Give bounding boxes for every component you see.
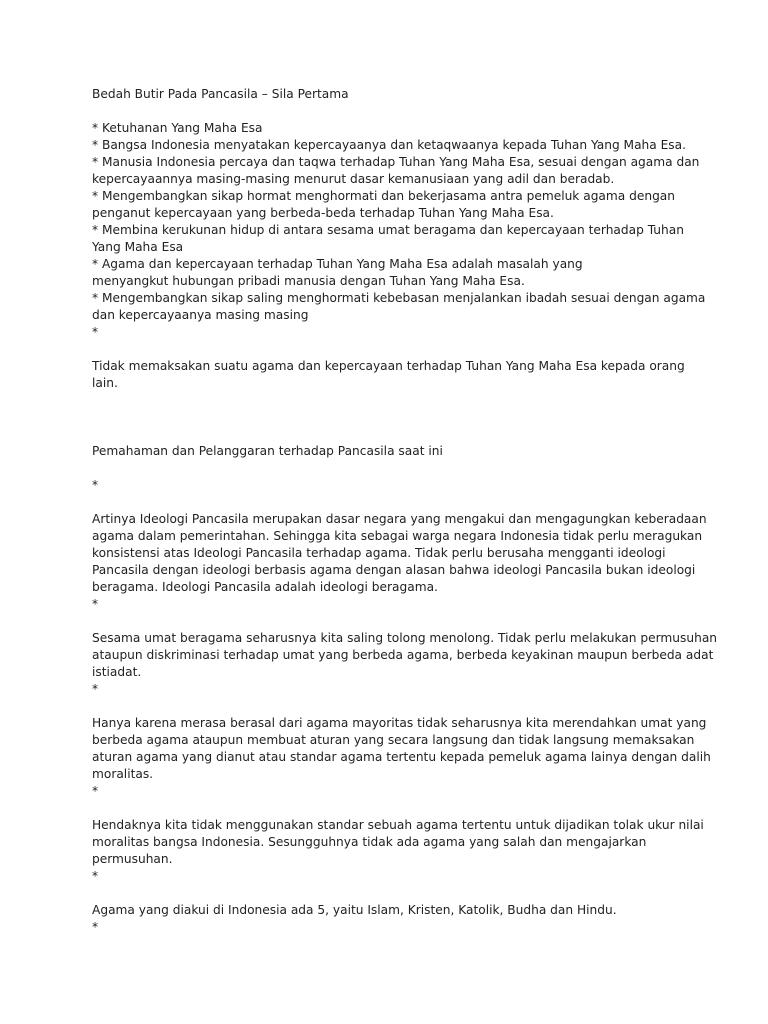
paragraph-line: Pancasila dengan ideologi berbasis agama dengan alasan bahwa ideologi Pancasila bukan ideologi xyxy=(92,563,696,577)
paragraph-tidak-memaksakan xyxy=(92,358,685,392)
list-bullet: * xyxy=(92,478,99,492)
document-title: Bedah Butir Pada Pancasila – Sila Pertama xyxy=(92,87,349,101)
spacer xyxy=(92,341,682,358)
section-heading: Pemahaman dan Pelanggaran terhadap Pancasila saat ini xyxy=(92,444,443,458)
spacer xyxy=(92,426,682,443)
list-item-continuation: dan kepercayaanya masing masing xyxy=(92,308,309,322)
paragraph-line: Artinya Ideologi Pancasila merupakan dasar negara yang mengakui dan mengagungkan keberadaan xyxy=(92,512,707,526)
spacer xyxy=(92,613,682,630)
paragraph-line: Hendaknya kita tidak menggunakan standar sebuah agama tertentu untuk dijadikan tolak ukur nilai xyxy=(92,818,704,832)
paragraph-mayoritas xyxy=(92,715,711,800)
list-item-continuation: kepercayaannya masing-masing menurut dasar kemanusiaan yang adil dan beradab. xyxy=(92,172,615,186)
spacer xyxy=(92,392,682,409)
spacer xyxy=(92,103,682,120)
paragraph-line: Agama yang diakui di Indonesia ada 5, yaitu Islam, Kristen, Katolik, Budha dan Hindu. xyxy=(92,903,617,917)
list-item-continuation: penganut kepercayaan yang berbeda-beda terhadap Tuhan Yang Maha Esa. xyxy=(92,206,554,220)
spacer xyxy=(92,698,682,715)
spacer xyxy=(92,885,682,902)
spacer xyxy=(92,494,682,511)
list-item: * Ketuhanan Yang Maha Esa xyxy=(92,121,263,135)
document-page xyxy=(92,86,718,936)
paragraph-line: aturan agama yang dianut atau standar agama tertentu kepada pemeluk agama lainya dengan dalih xyxy=(92,750,711,764)
spacer xyxy=(92,800,682,817)
paragraph-line: beragama. Ideologi Pancasila adalah ideologi beragama. xyxy=(92,580,438,594)
list-item: * Agama dan kepercayaan terhadap Tuhan Yang Maha Esa adalah masalah yang xyxy=(92,257,583,271)
paragraph-line: moralitas bangsa Indonesia. Sesungguhnya tidak ada agama yang salah dan mengajarkan xyxy=(92,835,647,849)
paragraph-tolong-menolong xyxy=(92,630,718,698)
paragraph-line: Sesama umat beragama seharusnya kita saling tolong menolong. Tidak perlu melakukan permusuhan xyxy=(92,631,718,645)
list-bullet: * xyxy=(92,784,99,798)
paragraph-ideologi xyxy=(92,511,707,613)
list-bullet: * xyxy=(92,920,99,934)
paragraph-line: konsistensi atas Ideologi Pancasila terhadap agama. Tidak perlu berusaha mengganti ideologi xyxy=(92,546,666,560)
spacer xyxy=(92,460,682,477)
paragraph-line: agama dalam pemerintahan. Sehingga kita sebagai warga negara Indonesia tidak perlu meragukan xyxy=(92,529,703,543)
paragraph-line: istiadat. xyxy=(92,665,142,679)
paragraph-line: ataupun diskriminasi terhadap umat yang berbeda agama, berbeda keyakinan maupun berbeda adat xyxy=(92,648,714,662)
paragraph-line: Hanya karena merasa berasal dari agama mayoritas tidak seharusnya kita merendahkan umat yang xyxy=(92,716,707,730)
list-bullet: * xyxy=(92,869,99,883)
paragraph-line: permusuhan. xyxy=(92,852,173,866)
paragraph-line: lain. xyxy=(92,376,118,390)
list-item-continuation: Yang Maha Esa xyxy=(92,240,184,254)
list-bullet: * xyxy=(92,597,99,611)
list-bullet: * xyxy=(92,682,99,696)
list-item: * Membina kerukunan hidup di antara sesama umat beragama dan kepercayaan terhadap Tuhan xyxy=(92,223,684,237)
paragraph-standar-agama xyxy=(92,817,704,885)
list-item: * Bangsa Indonesia menyatakan kepercayaanya dan ketaqwaanya kepada Tuhan Yang Maha Esa. xyxy=(92,138,687,152)
paragraph-line: Tidak memaksakan suatu agama dan kepercayaan terhadap Tuhan Yang Maha Esa kepada orang xyxy=(92,359,685,373)
spacer xyxy=(92,409,682,426)
paragraph-line: moralitas. xyxy=(92,767,154,781)
list-item: * Manusia Indonesia percaya dan taqwa terhadap Tuhan Yang Maha Esa, sesuai dengan agama dan xyxy=(92,155,700,169)
paragraph-line: berbeda agama ataupun membuat aturan yang secara langsung dan tidak langsung memaksakan xyxy=(92,733,695,747)
paragraph-agama-diakui xyxy=(92,902,682,936)
sila-pertama-list xyxy=(92,120,706,341)
list-bullet: * xyxy=(92,325,99,339)
list-item: * Mengembangkan sikap saling menghormati kebebasan menjalankan ibadah sesuai dengan agama xyxy=(92,291,706,305)
list-item: * Mengembangkan sikap hormat menghormati dan bekerjasama antra pemeluk agama dengan xyxy=(92,189,676,203)
list-item-continuation: menyangkut hubungan pribadi manusia dengan Tuhan Yang Maha Esa. xyxy=(92,274,525,288)
